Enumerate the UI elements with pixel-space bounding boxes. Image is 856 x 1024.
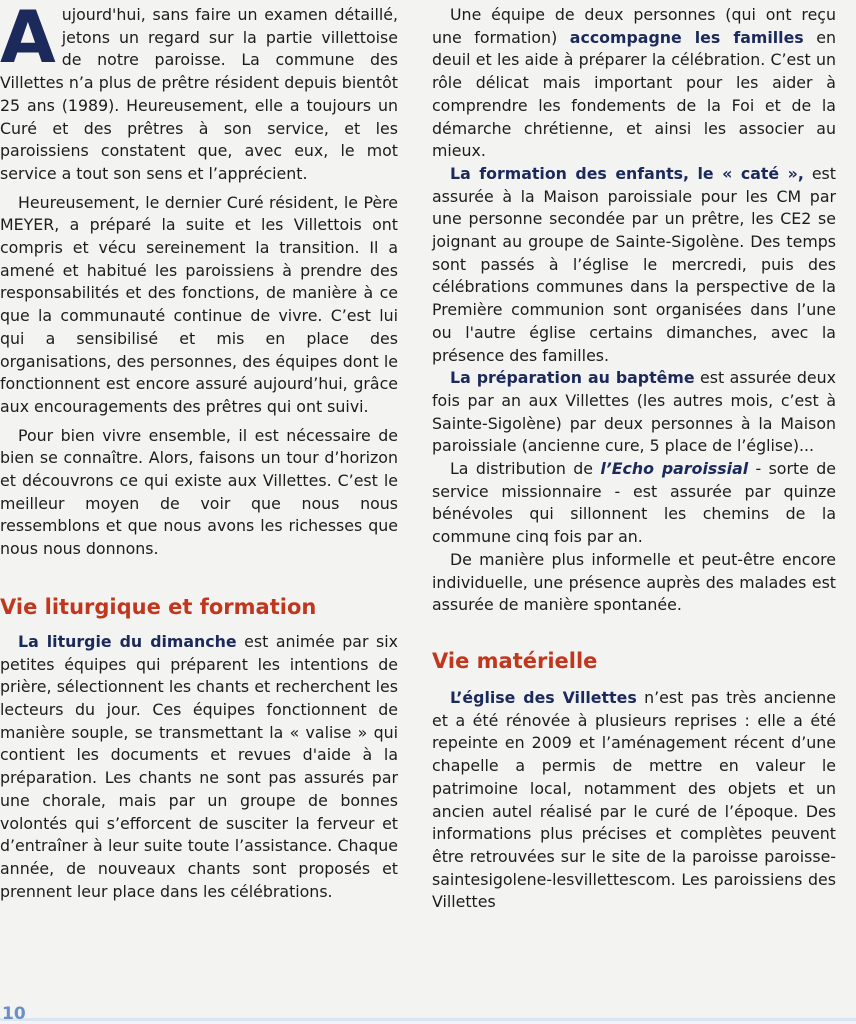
- paragraph: L’église des Villettes n’est pas très ancienne et a été rénovée à plusieurs reprises : elle a été repeinte en 2009 et l’aménagement récent d’une chapelle a permis de mettre en valeur le patrimoine local, notamment des objets et un ancien autel réalisé par le curé de l’époque. Des informations plus précises et complètes peuvent être retrouvées sur le site de la paroisse paroisse-saintesigolene-lesvillettescom. Les paroissiens des Villettes: [432, 687, 837, 912]
- paragraph: De manière plus informelle et peut-être encore individuelle, une présence auprès des malades est assurée de manière spontanée.: [432, 549, 836, 615]
- paragraph: La formation des enfants, le « caté », est assurée à la Maison paroissiale pour les CM par une personne secondée par un prêtre, les CE2 se joignant au groupe de Sainte-Sigolène. Des temps sont passés à l’église le mercredi, puis des célébrations communes dans la perspective de la Première communion sont organisées dans l’une ou l'autre église certains dimanches, avec la présence des familles.: [432, 163, 836, 365]
- paragraph: La distribution de l’Echo paroissial - sorte de service missionnaire - est assurée par quinze bénévoles qui sillonnent les chemins de la commune cinq fois par an.: [432, 459, 836, 547]
- emphasis: l’Echo paroissial: [600, 459, 749, 479]
- footer-rule: [0, 1018, 856, 1021]
- emphasis: La préparation au baptême: [450, 368, 695, 388]
- emphasis: accompagne les familles: [569, 27, 804, 47]
- drop-cap: A: [0, 0, 56, 79]
- paragraph: Une équipe de deux personnes (qui ont reçu une formation) accompagne les familles en deuil et les aide à préparer la célébration. C’est un rôle délicat mais important pour les aider à comprendre les fondements de la Foi et de la démarche chrétienne, et ainsi les associer au mieux.: [432, 5, 836, 161]
- section-heading-materielle: Vie matérielle: [432, 648, 598, 673]
- left-column: [0, 0, 398, 903]
- emphasis: L’église des Villettes: [450, 687, 637, 707]
- emphasis: La liturgie du dimanche: [18, 631, 237, 651]
- section-heading-liturgie: Vie liturgique et formation: [0, 594, 317, 619]
- right-column: [432, 4, 836, 914]
- paragraph: La préparation au baptême est assurée deux fois par an aux Villettes (les autres mois, c’est à Sainte-Sigolène) par deux personnes à la Maison paroissiale (ancienne cure, 5 place de l’église)...: [432, 368, 836, 456]
- intro-paragraph: Aujourd'hui, sans faire un examen détaillé, jetons un regard sur la partie villettoise de notre paroisse. La commune des Villettes n’a plus de prêtre résident depuis bientôt 25 ans (1989). Heureusement, elle a toujours un Curé et des prêtres à son service, et les paroissiens constatent que, avec eux, le mot service a tout son sens et l’apprécient.: [0, 0, 398, 183]
- paragraph: Heureusement, le dernier Curé résident, le Père MEYER, a préparé la suite et les Villettois ont compris et vécu sereinement la transition. Il a amené et habitué les paroissiens à prendre des responsabilités et des fonctions, de manière à ce que la communauté continue de vivre. C’est lui qui a sensibilisé et mis en place des organisations, des personnes, des équipes dont le fonctionnent est encore assuré aujourd’hui, grâce aux encouragements des prêtres qui ont suivi.: [0, 192, 398, 416]
- page-number: 10: [2, 1004, 26, 1024]
- paragraph: Pour bien vivre ensemble, il est nécessaire de bien se connaître. Alors, faisons un tour d’horizon et découvrons ce qui existe aux Villettes. C’est le meilleur moyen de voir que nous nous ressemblons et que nous avons les richesses que nous nous donnons.: [0, 425, 398, 559]
- paragraph: La liturgie du dimanche est animée par six petites équipes qui préparent les intentions de prière, sélectionnent les chants et recherchent les lecteurs du jour. Ces équipes fonctionnent de manière souple, se transmettant la « valise » qui contient les documents et revues d'aide à la préparation. Les chants ne sont pas assurés par une chorale, mais par un groupe de bonnes volontés qui s’efforcent de susciter la ferveur et d’entraîner à leur suite toute l’assistance. Chaque année, de nouveaux chants sont proposés et prennent leur place dans les célébrations.: [0, 631, 398, 901]
- emphasis: La formation des enfants, le « caté »,: [450, 163, 804, 183]
